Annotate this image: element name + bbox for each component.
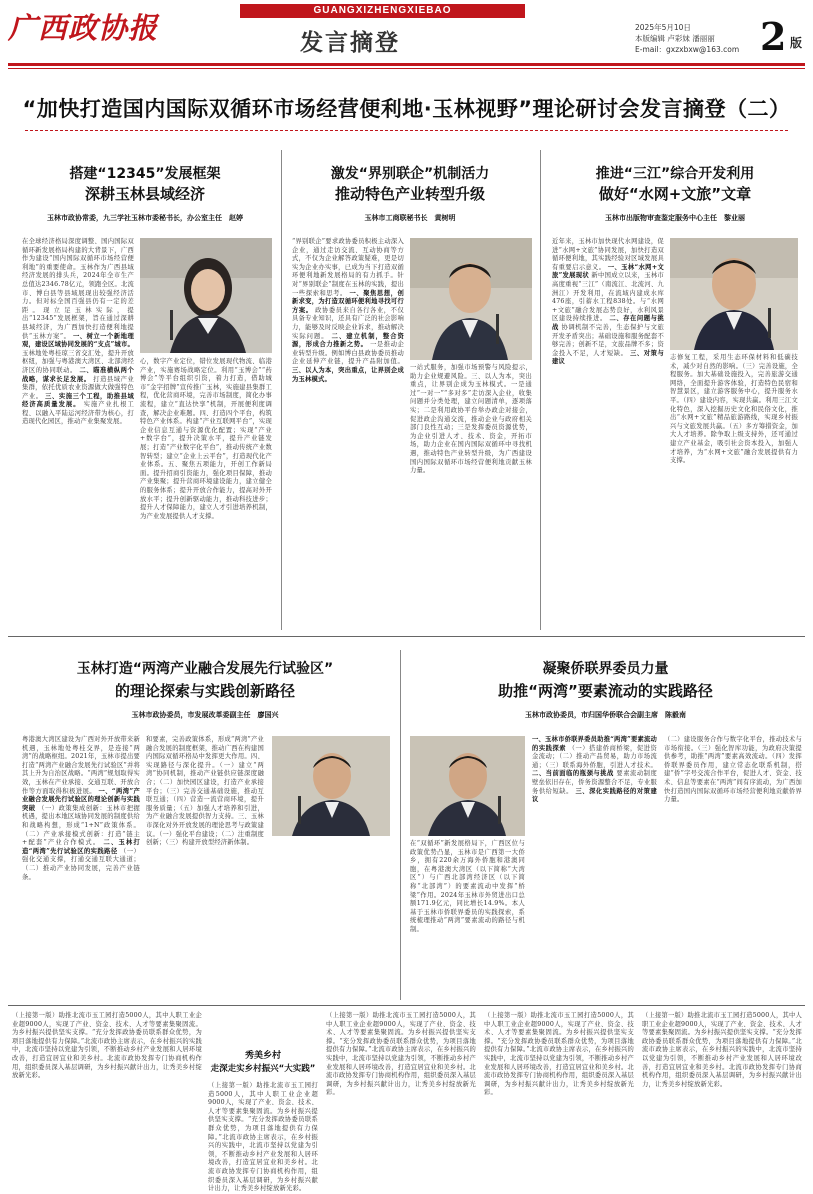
article-6-column-3	[326, 1012, 476, 1164]
article-6-column-4	[484, 1012, 634, 1164]
main-headline: “加快打造国内国际双循环市场经营便利地·玉林视野”理论研讨会发言摘登（二）	[22, 97, 791, 121]
article-2-title-line2: 推动特色产业转型升级	[334, 185, 485, 203]
article-2-subhead-1: 一、聚焦思想，创新求变，为打造双循环便利地寻找可行方案。	[292, 289, 404, 314]
article-3-title-line1: 推进“三江”综合开发利用	[595, 166, 755, 182]
column-divider-3	[400, 650, 401, 1000]
article-1-col2-text: 心，数字产业定位，错位发展现代物流、临港产业，实施赛场战略定位。利用“玉博会”“药博会”等平台组织引资，着力打造，借助城市“金字招牌”宣传推广玉林，实施建县集群工程，优化营商环境，完善市场制度，简化办事流程，建立“直达快享”机制，开展便利度调查，解决企业难题。四、打造四个平台，构筑特色产业体系。构建“产业互联网平台”，实现企业信息互通与资源优化配置；实现“产业+数字台”，提升决策水平，提升产业链发展；打造“产业数字化平台”，推动传统产业数智转型；建立“企业上云平台”，打造现代化产业体系。五、聚焦五项能力，开创工作新局面。提升招商引资能力，强化项目保障，推动产业集聚；提升营商环境建设能力，建立健全的服务体系；提升开放合作能力，提高对外开放水平；提升创新驱动能力，推动科技进步；提升人才保障能力，建立人才引进培养机制，为产业发展提供人才支撑。	[140, 358, 272, 520]
portrait-man-icon	[410, 238, 532, 360]
issue-date: 2025年5月10日	[635, 23, 691, 32]
section-title: 发言摘登	[300, 30, 400, 56]
article-5-column-1	[410, 840, 525, 1000]
column-divider-2	[540, 150, 541, 630]
article-1-subhead-2: 二、瞄准横纵两个战略，谋求长足发展。	[22, 366, 134, 383]
article-1-intro: 在全球经济格局深度调整、国内国际双循环新发展格局构建的大背景下，广西作为建设“国内国际双循环市场经营便利地”的重要使命。玉林作为广西县域经济发展的排头兵，2024年全市生产总值达2346.78亿元，领跑全区。北流市、博白县等县域展现出较强经济活力。但对标全国百强县仍有一定的差距。现立足玉林实际，提出“12345”发展框架，旨在通过深耕县域经济，为广西加快打造便利地提供“玉林方案”。	[22, 238, 134, 340]
article-3-intro: 近年来，玉林市加快现代水网建设，促进“水网+文旅”协同发展，加快打造双循环便利地，其实践经验对区域发展具有重要启示意义。	[552, 238, 664, 271]
section-divider	[8, 636, 805, 637]
column-divider-1	[281, 150, 282, 630]
article-5-column-3	[664, 736, 802, 1000]
article-1-column-1	[22, 238, 134, 624]
headline-rule	[25, 130, 788, 131]
article-5-subhead-2: 二、当前面临的瓶颈与挑战	[532, 770, 614, 778]
article-6-text-4: （上接第一版）助推北流市玉工园打造5000人，其中人职工业企业超9000人，实现了产业、资金、技术、人才等要素集聚固流。为乡村振兴提供坚实支撑。“充分发挥政协委员联系群众优势，为项目落地提供有力保障。”北流市政协主席表示，在乡村振兴的实践中，北流市坚持以党建为引领，不断推动乡村产业发展和人居环境改善，打造宜居宜业和美乡村。北流市政协发挥专门协商机构作用，组织委员深入基层调研，为乡村振兴献计出力，让秀美乡村绽放新光彩。	[484, 1012, 634, 1097]
article-6-column-2	[208, 1082, 318, 1193]
header-thin-rule	[8, 68, 805, 69]
article-5-subhead-1: 一、玉林市侨联界委员助推“两湾”要素流动的实践探索	[532, 736, 657, 752]
article-5-title-line1: 凝聚侨联界委员力量	[542, 661, 669, 677]
header-rule	[8, 63, 805, 66]
article-5-column-2	[532, 736, 657, 1000]
article-1-para-4: 实施产业扎根工程、以融入平陆运河经济带为核心，打造现代化园区，推动产业集聚发展。	[22, 401, 135, 426]
page-editors: 本版编辑 卢彩妹 潘丽丽	[635, 34, 715, 43]
article-6-headline: 走深走实乡村振兴“大实践”	[210, 1064, 316, 1074]
article-1-title-line1: 搭建“12345”发展框架	[69, 166, 221, 182]
article-3-col2-text: 志修复工程，采用生态环保材料和低碳技术，减少对自然的影响。（三）完善设施，全程服务。加大基础设施投入，完善旅游交通网络，全面提升游客体验，打造特色民宿和智慧景区，建立游客服务中心，提升服务水平。（四）建设内容，实现共赢。利用三江文化特色，深入挖掘历史文化和民俗文化，推出“水网+文旅”精品旅游路线，实现乡村振兴与文旅发展共赢。（五）多方筹措资金，加大人才培养。除争取上级支持外，还可通过建立产业基金，吸引社会资本投入，加强人才培养，为“水网+文旅”融合发展提供有力支撑。	[670, 354, 798, 465]
article-5-byline: 玉林市政协委员，市归国华侨联合会副主席 陈毅南	[525, 711, 686, 719]
article-5-col2-text: （二）建设服务合作与数字化平台，推动技术与市场衔接。（三）强化智库功能，为政府决策提供参考，助推“两湾”要素高效流动。（四）发挥侨联界委员作用，建立常态化联系机制，搭建“侨”字号交流合作平台，促进人才、资金、技术、信息等要素在“两湾”间有序流动，为广西加快打造国内国际双循环市场经营便利地贡献侨界力量。	[664, 736, 802, 804]
article-6-column-5	[642, 1012, 802, 1164]
article-4-author-photo	[272, 736, 390, 836]
article-6-kicker: 秀美乡村	[244, 1051, 281, 1061]
article-6-column-1	[12, 1012, 202, 1164]
article-6-text-2: （上接第一版）助推北流市玉工园打造5000人，其中人职工业企业超9000人，实现了产业、资金、技术、人才等要素集聚固流。为乡村振兴提供坚实支撑。“充分发挥政协委员联系群众优势，为项目落地提供有力保障。”北流市政协主席表示，在乡村振兴的实践中，北流市坚持以党建为引领，不断推动乡村产业发展和人居环境改善，打造宜居宜业和美乡村。北流市政协发挥专门协商机构作用，组织委员深入基层调研，为乡村振兴献计出力，让秀美乡村绽放新光彩。	[208, 1082, 318, 1193]
article-2-subhead-2: 二、建立机制，整合资源，形成合力推新之势。	[292, 332, 405, 349]
article-2-author-photo	[410, 238, 532, 360]
article-4-title-line1: 玉林打造“两湾产业融合发展先行试验区”	[76, 661, 334, 677]
article-3-column-2	[670, 354, 798, 624]
article-2-column-2	[410, 364, 532, 624]
article-5-intro: 在“双循环”新发展格局下，广西区位与政策优势凸显，玉林市是广西第一大侨乡，拥有220余万海外侨胞和港澳同胞，在粤港澳大湾区（以下简称“大湾区”）与广西北部湾经济区（以下简称“北部湾”）的要素流动中发挥“桥梁”作用。2024年玉林市外贸进出口总额171.9亿元，同比增长14.9%。本人基于玉林市侨联界委员的实践探索，系统梳理推动“两湾”要素流动的路径与机制。	[410, 840, 525, 933]
article-3-title-line2: 做好“水网+文旅”文章	[598, 185, 752, 203]
article-2-title-line1: 激发“界别联企”机制活力	[330, 166, 490, 182]
article-4-title-line2: 的理论探索与实践创新路径	[114, 682, 295, 700]
article-3-subhead-1: 一、玉林“水网+文旅”发展现状	[552, 263, 664, 280]
page-number: 2	[760, 14, 787, 59]
article-1-subhead-3: 三、实施三个工程，助推县域经济高质量发展。	[22, 392, 135, 409]
article-3-para-3: 协调机制不完善，生态保护与文旅开发矛盾突出；基础设施和服务配套不够完善；创新不足，文旅品牌不多；资金投入不足，人才短缺。	[552, 323, 665, 357]
article-2-subhead-3: 三、以人为本，突出重点，让界别企成为玉林模式。	[292, 366, 404, 383]
article-2-byline: 玉林市工商联秘书长 黄树明	[364, 214, 456, 222]
article-1-para-2: 玉林地处粤桂琼三省交汇处，提升开放枢纽，加强与粤港澳大湾区、北部湾经济区的协同联动。	[22, 349, 134, 374]
article-5-author-photo	[410, 736, 525, 836]
article-3-para-2: 新中国成立以来，玉林市高度重视“三江”（南流江、北流河、九洲江）开发利用，在流域内建成水库476座，引蓄水工程838处。与“水网+文旅”融合发展态势良好，水利风景区建设持续推进。	[552, 272, 665, 323]
masthead-pinyin: GUANGXIZHENGXIEBAO	[240, 4, 525, 18]
portrait-woman-icon	[140, 238, 272, 353]
article-3-column-1	[552, 238, 664, 624]
article-3-subhead-2: 二、存在问题与挑战	[552, 315, 664, 331]
article-5-title-line2: 助推“两湾”要素流动的实践路径	[498, 682, 713, 700]
continuation-divider	[8, 1005, 805, 1006]
portrait-man-icon	[410, 736, 525, 836]
portrait-man-icon	[272, 736, 390, 836]
masthead-logo: 广西政协报	[8, 11, 159, 45]
article-2-column-1	[292, 238, 404, 624]
article-1-para-3: 打造县域产业集群，依托优质农业资源做大做强特色产业。	[22, 375, 135, 400]
issue-meta	[635, 22, 739, 55]
article-1-byline: 玉林市政协常委，九三学社玉林市委秘书长，办公室主任 赵婷	[47, 214, 243, 222]
article-1-column-2	[140, 358, 272, 624]
article-5-para-2: （一）搭建侨商桥梁，促进资金流动；（二）推动产品贸易，助力市场流通；（三）联系海外侨胞，引进人才技术。	[532, 744, 657, 769]
article-2-intro: “界别联企”要求政协委员积极主动深入企业，通过走访交流、互动协商等方式，不仅为企业解答政策疑难，更是切实为企业办实事，已成为当下打造双循环便利地新发展格局的有力抓手。针对“界别联企”制度在玉林的实践，提出一些探索和思考。	[292, 238, 404, 297]
article-4-column-1	[22, 736, 140, 1000]
article-1-title-line2: 深耕玉林县域经济	[84, 185, 205, 203]
article-4-byline: 玉林市政协委员，市发展改革委副主任 廖国兴	[131, 711, 279, 719]
article-1-author-photo	[140, 238, 272, 353]
page-unit: 版	[790, 36, 803, 50]
article-2-para-2: 政协委员来自各行各业，不仅具备专业知识，还具有广泛的社会影响力，能够及时反映企业诉求，推动解决实际问题。	[292, 306, 405, 340]
article-4-subhead-1: 一、“两湾”产业融合发展先行试验区的理论创新与实践突破	[22, 787, 140, 812]
article-2-para-3: 一是推动企业转型升级。例如博白县政协委员推动企业延伸产业链，提升产品附加值。	[292, 341, 405, 366]
article-6-text: （上接第一版）助推北流市玉工园打造5000人，其中人职工业企业超9000人，实现了产业、资金、技术、人才等要素集聚固流。为乡村振兴提供坚实支撑。“充分发挥政协委员联系群众优势，为项目落地提供有力保障。”北流市政协主席表示，在乡村振兴的实践中，北流市坚持以党建为引领，不断推动乡村产业发展和人居环境改善，打造宜居宜业和美乡村。北流市政协发挥专门协商机构作用，组织委员深入基层调研，为乡村振兴献计出力，让秀美乡村绽放新光彩。	[12, 1012, 202, 1080]
article-6-text-3: （上接第一版）助推北流市玉工园打造5000人，其中人职工业企业超9000人，实现了产业、资金、技术、人才等要素集聚固流。为乡村振兴提供坚实支撑。“充分发挥政协委员联系群众优势，为项目落地提供有力保障。”北流市政协主席表示，在乡村振兴的实践中，北流市坚持以党建为引领，不断推动乡村产业发展和人居环境改善，打造宜居宜业和美乡村。北流市政协发挥专门协商机构作用，组织委员深入基层调研，为乡村振兴献计出力，让秀美乡村绽放新光彩。	[326, 1012, 476, 1097]
article-4-intro: 粤港澳大湾区建设为广西对外开放带来新机遇，玉林地处粤桂交界，是连接“两湾”的战略枢纽。2021年，玉林市提出要打造“两湾产业融合发展先行试验区”并将其上升为自治区战略。“两湾”规划取得实效，玉林在产业承接、交通互联、开放合作等方面取得积极进展。	[22, 736, 140, 795]
article-4-col2-text: 和要素，完善政策体系，形成“两湾”产业融合发展的制度框架，推动广西在构建国内国际双循环格局中发挥更大作用。四、实现路径与深化提升。（一）建立“两湾”协同机制，推动产业链供应链深度融合；（二）加快园区建设，打造产业承接平台；（三）完善交通基础设施，推动互联互通；（四）营造一流营商环境，提升服务质量；（五）加强人才培养和引进，为产业融合发展提供智力支持。三、玉林市深化对外开放发展的理论思考与政策建议。（一）强化平台建设；（二）注重制度创新；（三）构建开放型经济新体制。	[146, 736, 264, 847]
article-4-para-3: （一）强化交通支撑，打通交通互联大通道；（二）推动产业协同发展，完善产业链条。	[22, 847, 140, 881]
portrait-man-icon	[670, 238, 798, 350]
article-3-byline: 玉林市出版物审查鉴定服务中心主任 黎业丽	[605, 214, 745, 222]
article-5-para-3: 要素流动制度壁垒依旧存在，侨务资源整合不足，专业服务供给短缺。	[532, 770, 657, 795]
article-2-col2-text: 一站式服务，加强市场预警与风险提示，助力企业规避风险。三、以人为本，突出重点，让界别企成为玉林模式。一是通过“一对一”“多对多”走访深入企业，收集问题并分类处理，建立问题清单，逐项落实；二是利用政协平台举办政企对接会，促进政企沟通交流，推动企业与政府相关部门良性互动；三是发挥委员资源优势，为企业引进人才、技术、资金，开拓市场，助力企业在国内国际双循环中寻找机遇，推动特色产业转型升级，为广西建设国内国际双循环市场经营便利地贡献玉林力量。	[410, 364, 532, 475]
article-1-subhead-1: 一、树立一个新地理观，建设区域协同发展的“支点”城市。	[22, 332, 134, 349]
contact-email: E-mail：gxzxbxw@163.com	[635, 45, 740, 54]
article-5-subhead-3: 三、深化实践路径的对策建议	[532, 787, 658, 804]
article-6-text-5: （上接第一版）助推北流市玉工园打造5000人，其中人职工业企业超9000人，实现了产业、资金、技术、人才等要素集聚固流。为乡村振兴提供坚实支撑。“充分发挥政协委员联系群众优势，为项目落地提供有力保障。”北流市政协主席表示，在乡村振兴的实践中，北流市坚持以党建为引领，不断推动乡村产业发展和人居环境改善，打造宜居宜业和美乡村。北流市政协发挥专门协商机构作用，组织委员深入基层调研，为乡村振兴献计出力，让秀美乡村绽放新光彩。	[642, 1012, 802, 1088]
article-3-author-photo	[670, 238, 798, 350]
article-3-subhead-3: 三、对策与建议	[552, 349, 665, 366]
article-4-column-2	[146, 736, 264, 1000]
article-4-subhead-2: 二、玉林打造“两湾”先行试验区的实践路径	[22, 839, 140, 855]
article-4-para-2: （一）政策集成创新：玉林市把握机遇，提出本地区域协同发展的制度供给和战略构想，形成“1+N”政策体系。（二）产业承接模式创新：打造“链主+配套”产业合作模式。	[22, 804, 141, 847]
